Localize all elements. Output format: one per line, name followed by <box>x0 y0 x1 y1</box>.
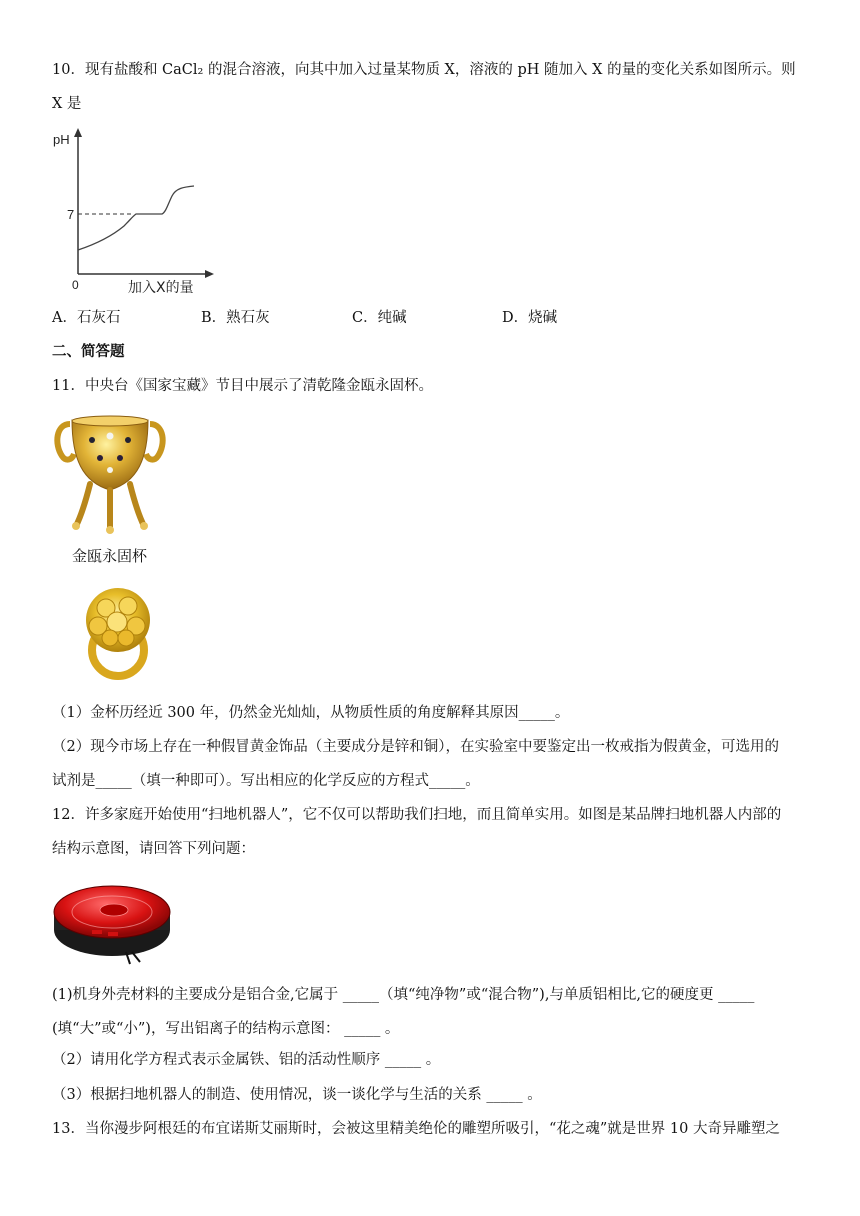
q13-stem-line1: 13．当你漫步阿根廷的布宜诺斯艾丽斯时，会被这里精美绝伦的雕塑所吸引，“花之魂”就是世界 10 大奇异雕塑之 <box>52 1121 780 1137</box>
q10-option-d: D．烧碱 <box>502 310 558 326</box>
section-heading: 二、简答题 <box>52 343 125 360</box>
robot-vacuum-image <box>52 868 174 972</box>
q12-part1-line1: (1)机身外壳材料的主要成分是铝合金,它属于 _____（填“纯净物”或“混合物”),与单质铝相比,它的硬度更 _____ <box>52 987 755 1003</box>
q11-part2-line2: 试剂是_____（填一种即可）。写出相应的化学反应的方程式_____。 <box>52 773 480 789</box>
q12-part3: （3）根据扫地机器人的制造、使用情况，谈一谈化学与生活的关系 _____ 。 <box>52 1087 542 1103</box>
q11-stem: 11．中央台《国家宝藏》节目中展示了清乾隆金瓯永固杯。 <box>52 378 433 394</box>
ph-chart <box>48 124 223 296</box>
gold-cup-image <box>52 410 168 534</box>
q10-stem-line2: X 是 <box>52 96 82 112</box>
q10-option-a: A．石灰石 <box>52 310 121 326</box>
q10-option-c: C．纯碱 <box>352 310 407 326</box>
q12-stem-line2: 结构示意图，请回答下列问题： <box>52 841 255 857</box>
gold-ring-image <box>76 584 160 682</box>
cup-caption: 金瓯永固杯 <box>72 547 148 565</box>
x-axis-label: 加入X的量 <box>128 280 194 296</box>
q10-stem-line1: 10．现有盐酸和 CaCl₂ 的混合溶液，向其中加入过量某物质 X，溶液的 pH 随加入 X 的量的变化关系如图所示。则 <box>52 62 796 78</box>
y-axis-label: pH <box>53 132 70 147</box>
tick-7: 7 <box>67 207 75 222</box>
q11-part2-line1: （2）现今市场上存在一种假冒黄金饰品（主要成分是锌和铜），在实验室中要鉴定出一枚戒指为假黄金，可选用的 <box>52 739 779 755</box>
q10-option-b: B．熟石灰 <box>201 310 270 326</box>
q11-part1: （1）金杯历经近 300 年，仍然金光灿灿，从物质性质的角度解释其原因_____。 <box>52 705 570 721</box>
x-axis-arrow <box>205 270 214 278</box>
ph-curve <box>78 186 194 250</box>
origin-label: 0 <box>72 278 79 292</box>
q12-part1-line2: (填“大”或“小”)，写出铝离子的结构示意图： _____ 。 <box>52 1021 400 1037</box>
y-axis-arrow <box>74 128 82 137</box>
q12-stem-line1: 12．许多家庭开始使用“扫地机器人”，它不仅可以帮助我们扫地，而且简单实用。如图是某品牌扫地机器人内部的 <box>52 807 782 823</box>
q12-part2: （2）请用化学方程式表示金属铁、铝的活动性顺序 _____ 。 <box>52 1052 441 1068</box>
